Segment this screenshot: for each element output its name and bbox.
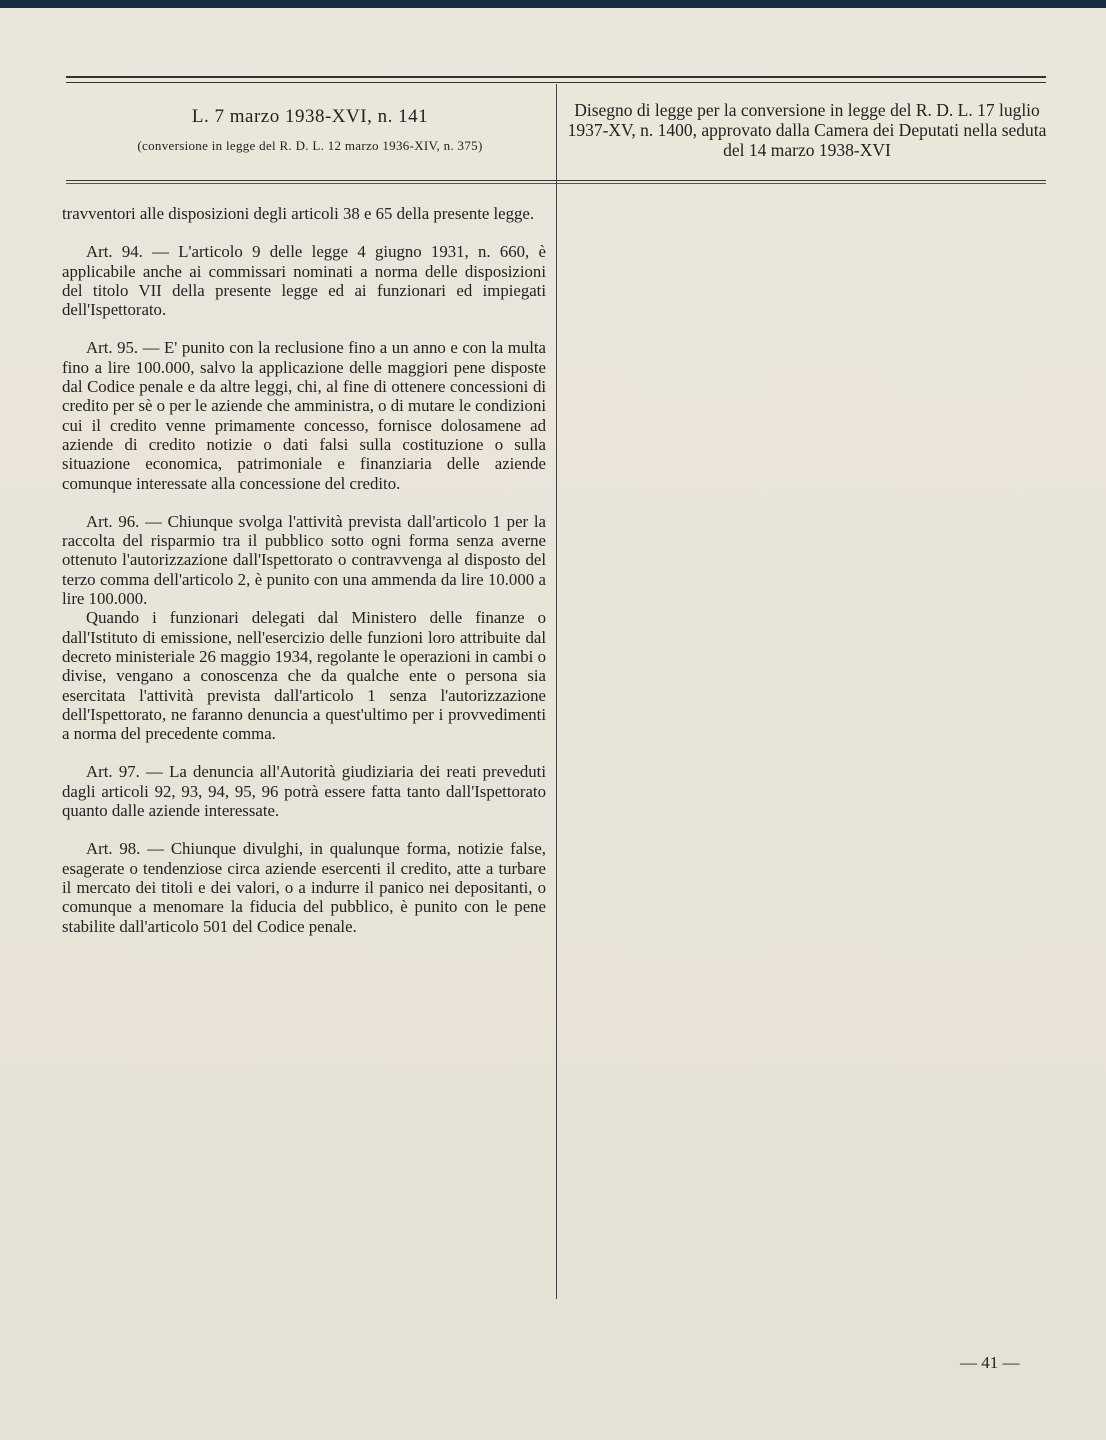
scan-top-edge — [0, 0, 1106, 8]
left-column-text — [62, 204, 546, 955]
left-column-header — [66, 106, 554, 154]
article-96-first-paragraph: Art. 96. — Chiunque svolga l'attività prevista dall'articolo 1 per la raccolta del risparmio tra il pubblico sotto ogni forma senza averne ottenuto l'autorizzazione dall'Ispettorato o contravvenga al disposto del terzo comma dell'articolo 2, è punito con una ammenda da lire 10.000 a lire 100.000. — [62, 511, 546, 609]
column-divider — [556, 84, 557, 1299]
header-top-rule — [66, 76, 1046, 78]
article-94: Art. 94. — L'articolo 9 delle legge 4 giugno 1931, n. 660, è applicabile anche ai commissari nominati a norma delle disposizioni del titolo VII della presente legge ed ai funzionari ed impiegati dell'Ispettorato. — [62, 242, 546, 320]
article-98: Art. 98. — Chiunque divulghi, in qualunque forma, notizie false, esagerate o tendenziose circa aziende esercenti il credito, atte a turbare il mercato dei titoli e dei valori, o a indurre il panico nei depositanti, o comunque a menomare la fiducia del pubblico, è punito con le pene stabilite dall'articolo 501 del Codice penale. — [62, 839, 546, 936]
article-96-second-paragraph: Quando i funzionari delegati dal Ministero delle finanze o dall'Istituto di emissione, nell'esercizio delle funzioni loro attribuite dal decreto ministeriale 26 maggio 1934, regolante le operazioni in cambi o divise, vengano a conoscenza che da qualche ente o persona sia esercitata l'attività prevista dall'articolo 1 senza l'autorizzazione dell'Ispettorato, ne faranno denuncia a quest'ultimo per i provvedimenti a norma del precedente comma. — [62, 608, 546, 744]
header-top-rule-thin — [66, 82, 1046, 83]
right-column-header: Disegno di legge per la conversione in legge del R. D. L. 17 luglio 1937-XV, n. 1400, approvato dalla Camera dei Deputati nella seduta del 14 marzo 1938-XVI — [567, 100, 1047, 160]
right-column-bleedthrough — [575, 208, 1045, 1298]
left-header-subtitle: (conversione in legge del R. D. L. 12 marzo 1936-XIV, n. 375) — [137, 138, 483, 153]
document-page — [0, 8, 1106, 1440]
continuation-paragraph: travventori alle disposizioni degli articoli 38 e 65 della presente legge. — [62, 204, 535, 223]
article-97: Art. 97. — La denuncia all'Autorità giudiziaria dei reati preveduti dagli articoli 92, 93, 94, 95, 96 potrà essere fatta tanto dall'Ispettorato quanto dalle aziende interessate. — [62, 762, 546, 821]
article-95: Art. 95. — E' punito con la reclusione fino a un anno e con la multa fino a lire 100.000, salvo la applicazione delle maggiori pene disposte dal Codice penale e da altre leggi, chi, al fine di ottenere concessioni di credito per sè o per le aziende che amministra, o di mutare le condizioni cui il credito venne primamente concesso, fornisce dolosamene ad aziende di credito notizie o dati falsi sulla costituzione o sulla situazione economica, patrimoniale e finanziaria delle aziende comunque interessate alla concessione del credito. — [62, 338, 546, 493]
page-number: — 41 — — [960, 1353, 1020, 1372]
left-header-title: L. 7 marzo 1938-XVI, n. 141 — [191, 106, 429, 127]
